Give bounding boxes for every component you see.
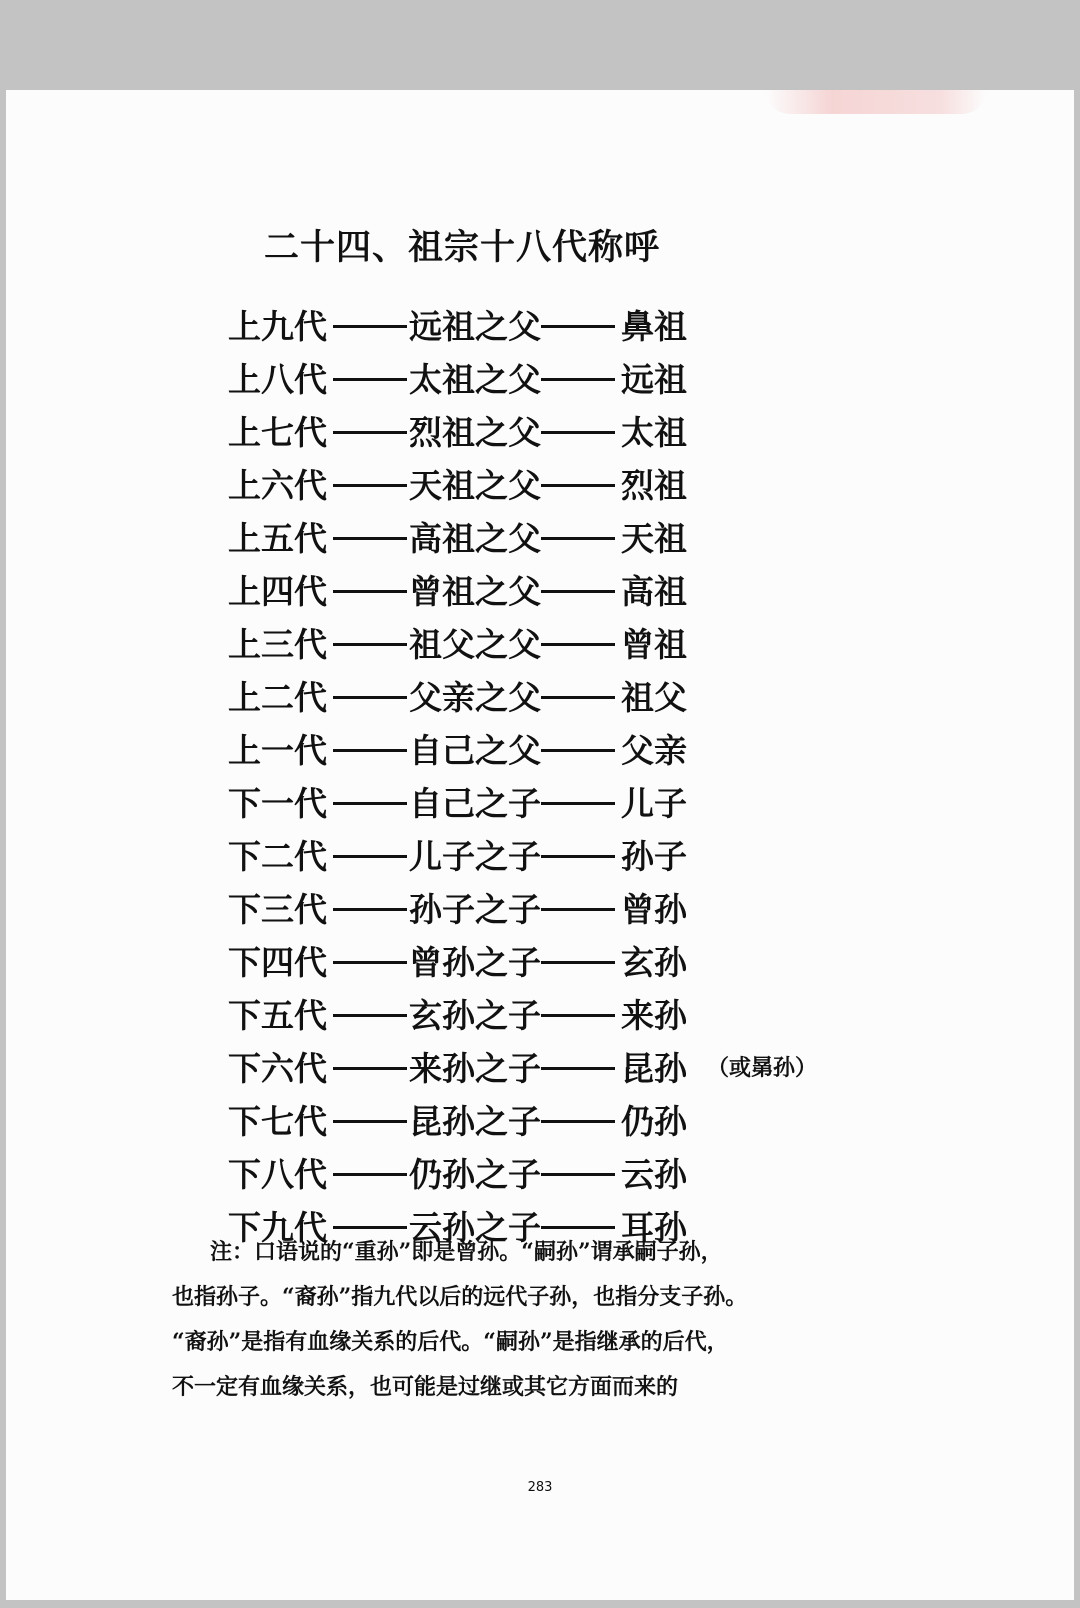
dash-separator: [541, 961, 615, 964]
generation-label: 上二代: [228, 678, 327, 717]
dash-separator: [333, 325, 407, 328]
generation-label: 上四代: [228, 572, 327, 611]
generation-row: [228, 830, 817, 883]
generation-label: 上九代: [228, 307, 327, 346]
generation-label: 下二代: [228, 837, 327, 876]
dash-separator: [541, 1067, 615, 1070]
dash-separator: [333, 431, 407, 434]
relation-text: 曾孙之子: [409, 943, 541, 982]
dash-separator: [333, 1173, 407, 1176]
relation-text: 云孙之子: [409, 1208, 541, 1247]
note-line: 注：口语说的“重孙”即是曾孙。“嗣孙”谓承嗣子孙，: [210, 1239, 723, 1265]
generation-row: [228, 618, 817, 671]
title-name: 仍孙: [621, 1102, 687, 1141]
dash-separator: [541, 855, 615, 858]
relation-text: 曾祖之父: [409, 572, 541, 611]
page-color-mark: [766, 90, 986, 114]
title-name: 儿子: [621, 784, 687, 823]
dash-separator: [333, 908, 407, 911]
generation-row: [228, 512, 817, 565]
generation-row: [228, 1042, 817, 1095]
title-name: 曾孙: [621, 890, 687, 929]
generation-row: [228, 936, 817, 989]
title-name: 云孙: [621, 1155, 687, 1194]
generation-row: [228, 883, 817, 936]
dash-separator: [333, 643, 407, 646]
relation-text: 儿子之子: [409, 837, 541, 876]
note-paragraph: [172, 1230, 832, 1410]
title-name: 父亲: [621, 731, 687, 770]
title-name: 鼻祖: [621, 307, 687, 346]
generation-row: [228, 989, 817, 1042]
generation-row: [228, 565, 817, 618]
title-name: 高祖: [621, 572, 687, 611]
generation-label: 下四代: [228, 943, 327, 982]
relation-text: 太祖之父: [409, 360, 541, 399]
generation-row: [228, 406, 817, 459]
dash-separator: [541, 484, 615, 487]
relation-text: 烈祖之父: [409, 413, 541, 452]
generation-label: 上七代: [228, 413, 327, 452]
generation-label: 下三代: [228, 890, 327, 929]
generation-label: 下五代: [228, 996, 327, 1035]
page-number: 283: [527, 1480, 553, 1495]
relation-text: 远祖之父: [409, 307, 541, 346]
relation-text: 自己之父: [409, 731, 541, 770]
dash-separator: [541, 802, 615, 805]
relation-text: 祖父之父: [409, 625, 541, 664]
title-name: 天祖: [621, 519, 687, 558]
dash-separator: [541, 325, 615, 328]
relation-text: 天祖之父: [409, 466, 541, 505]
title-name: 来孙: [621, 996, 687, 1035]
book-page: [6, 90, 1074, 1600]
dash-separator: [541, 643, 615, 646]
generation-label: 上八代: [228, 360, 327, 399]
generation-label: 下九代: [228, 1208, 327, 1247]
generation-row: [228, 353, 817, 406]
title-name: 祖父: [621, 678, 687, 717]
title-name: 烈祖: [621, 466, 687, 505]
generation-row: [228, 1095, 817, 1148]
relation-text: 孙子之子: [409, 890, 541, 929]
generation-label: 上三代: [228, 625, 327, 664]
generation-label: 上六代: [228, 466, 327, 505]
dash-separator: [333, 1226, 407, 1229]
dash-separator: [333, 696, 407, 699]
generation-row: [228, 777, 817, 830]
generation-row: [228, 1148, 817, 1201]
generation-row: [228, 459, 817, 512]
dash-separator: [333, 1120, 407, 1123]
note-line: “裔孙”是指有血缘关系的后代。“嗣孙”是指继承的后代，: [172, 1329, 729, 1355]
dash-separator: [333, 1014, 407, 1017]
generation-label: 下一代: [228, 784, 327, 823]
dash-separator: [333, 590, 407, 593]
title-name: 远祖: [621, 360, 687, 399]
dash-separator: [541, 537, 615, 540]
page-title: 二十四、祖宗十八代称呼: [264, 228, 661, 268]
title-name: 曾祖: [621, 625, 687, 664]
dash-separator: [541, 1120, 615, 1123]
relation-text: 父亲之父: [409, 678, 541, 717]
relation-text: 玄孙之子: [409, 996, 541, 1035]
generation-label: 上一代: [228, 731, 327, 770]
relation-text: 昆孙之子: [409, 1102, 541, 1141]
title-name: 太祖: [621, 413, 687, 452]
dash-separator: [541, 749, 615, 752]
generation-label: 下七代: [228, 1102, 327, 1141]
relation-text: 来孙之子: [409, 1049, 541, 1088]
generation-label: 上五代: [228, 519, 327, 558]
generation-row: [228, 671, 817, 724]
dash-separator: [541, 1014, 615, 1017]
dash-separator: [333, 855, 407, 858]
title-name: 耳孙: [621, 1208, 687, 1247]
title-name: 昆孙: [621, 1049, 687, 1088]
generation-list: [228, 300, 817, 1254]
dash-separator: [541, 1173, 615, 1176]
dash-separator: [541, 590, 615, 593]
generation-row: [228, 724, 817, 777]
title-name: 孙子: [621, 837, 687, 876]
relation-text: 自己之子: [409, 784, 541, 823]
dash-separator: [541, 696, 615, 699]
dash-separator: [541, 378, 615, 381]
dash-separator: [541, 1226, 615, 1229]
dash-separator: [333, 1067, 407, 1070]
dash-separator: [333, 749, 407, 752]
relation-text: 高祖之父: [409, 519, 541, 558]
dash-separator: [541, 431, 615, 434]
generation-row: [228, 300, 817, 353]
dash-separator: [333, 378, 407, 381]
alternate-name: （或晜孙）: [707, 1055, 818, 1081]
dash-separator: [333, 484, 407, 487]
generation-label: 下八代: [228, 1155, 327, 1194]
title-name: 玄孙: [621, 943, 687, 982]
generation-label: 下六代: [228, 1049, 327, 1088]
dash-separator: [333, 537, 407, 540]
note-line: 不一定有血缘关系，也可能是过继或其它方面而来的: [172, 1374, 679, 1400]
relation-text: 仍孙之子: [409, 1155, 541, 1194]
dash-separator: [333, 802, 407, 805]
dash-separator: [541, 908, 615, 911]
note-line: 也指孙子。“裔孙”指九代以后的远代子孙，也指分支子孙。: [172, 1284, 748, 1310]
dash-separator: [333, 961, 407, 964]
